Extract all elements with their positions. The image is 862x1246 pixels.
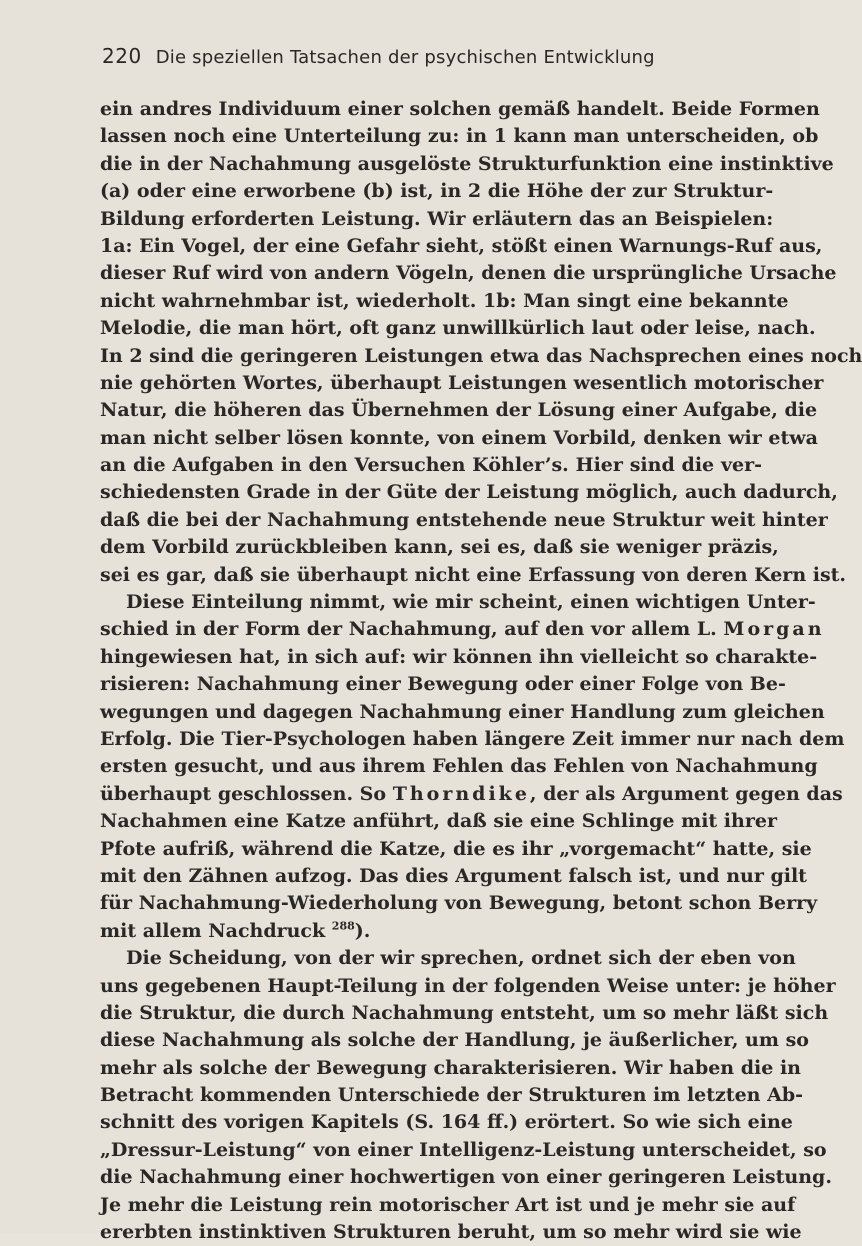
text-line: mit den Zähnen aufzog. Das dies Argument falsch ist, und nur gilt [100, 864, 807, 887]
text-line: uns gegebenen Haupt-Teilung in der folgenden Weise unter: je höher [100, 974, 836, 997]
text-line: mehr als solche der Bewegung charakterisieren. Wir haben die in [100, 1056, 801, 1079]
text-line: daß die bei der Nachahmung entstehende neue Struktur weit hinter [100, 508, 828, 531]
text-segment: ). [354, 919, 371, 942]
body-text [100, 96, 862, 1246]
text-line: an die Aufgaben in den Versuchen Köhler’s. Hier sind die ver- [100, 454, 762, 477]
text-line: man nicht selber lösen konnte, von einem Vorbild, denken wir etwa [100, 426, 818, 449]
text-line: Pfote aufriß, während die Katze, die es ihr „vorgemacht“ hatte, sie [100, 837, 812, 860]
text-line: Nachahmen eine Katze anführt, daß sie eine Schlinge mit ihrer [100, 810, 777, 833]
footnote-ref: 288 [331, 919, 355, 933]
text-line: die Struktur, die durch Nachahmung entsteht, um so mehr läßt sich [100, 1001, 829, 1024]
text-line: die Nachahmung einer hochwertigen von einer geringeren Leistung. [100, 1166, 832, 1189]
text-segment: schied in der Form der Nachahmung, auf den vor allem L. [100, 618, 724, 641]
text-line: „Dressur-Leistung“ von einer Intelligenz-Leistung unterscheidet, so [100, 1138, 827, 1161]
text-line: Natur, die höheren das Übernehmen der Lösung einer Aufgabe, die [100, 399, 818, 422]
text-line: ererbten instinktiven Strukturen beruht, um so mehr wird sie wie [100, 1221, 802, 1244]
text-line: Melodie, die man hört, oft ganz unwillkürlich laut oder leise, nach. [100, 317, 816, 340]
running-head: Die speziellen Tatsachen der psychischen Entwicklung [155, 47, 655, 68]
text-line: dieser Ruf wird von andern Vögeln, denen die ursprüngliche Ursache [100, 262, 837, 285]
text-line: 1a: Ein Vogel, der eine Gefahr sieht, stößt einen Warnungs-Ruf aus, [100, 234, 823, 257]
text-line: Erfolg. Die Tier-Psychologen haben längere Zeit immer nur nach dem [100, 727, 845, 750]
text-line: nie gehörten Wortes, überhaupt Leistungen wesentlich motorischer [100, 371, 824, 394]
text-line: nicht wahrnehmbar ist, wiederholt. 1b: Man singt eine bekannte [100, 289, 789, 312]
text-line [100, 918, 762, 945]
page-number: 220 [102, 44, 142, 68]
text-line: schnitt des vorigen Kapitels (S. 164 ff.) erörtert. So wie sich eine [100, 1111, 793, 1134]
spaced-name-morgan: Morgan [723, 618, 825, 641]
text-line: für Nachahmung-Wiederholung von Bewegung, betont schon Berry [100, 892, 818, 915]
text-line: Diese Einteilung nimmt, wie mir scheint, einen wichtigen Unter- [126, 591, 816, 614]
text-line: ein andres Individuum einer solchen gemäß handelt. Beide Formen [100, 98, 820, 120]
text-line [100, 616, 825, 643]
spaced-name-thorndike: Thorndike [392, 782, 530, 805]
text-line [100, 781, 843, 808]
text-segment: mit allem Nachdruck [100, 919, 332, 942]
text-line: wegungen und dagegen Nachahmung einer Handlung zum gleichen [100, 700, 825, 723]
text-line: risieren: Nachahmung einer Bewegung oder einer Folge von Be- [100, 673, 786, 696]
text-line: ersten gesucht, und aus ihrem Fehlen das Fehlen von Nachahmung [100, 755, 818, 778]
text-line: Je mehr die Leistung rein motorischer Art ist und je mehr sie auf [100, 1193, 796, 1216]
text-line: schiedensten Grade in der Güte der Leistung möglich, auch dadurch, [100, 481, 838, 504]
page-header [102, 44, 762, 68]
text-line: Die Scheidung, von der wir sprechen, ordnet sich der eben von [126, 947, 796, 970]
text-line: lassen noch eine Unterteilung zu: in 1 kann man unterscheiden, ob [100, 125, 819, 148]
text-line: hingewiesen hat, in sich auf: wir können ihn vielleicht so charakte- [100, 645, 818, 668]
text-segment: , der als Argument gegen das [529, 782, 843, 805]
text-line: sei es gar, daß sie überhaupt nicht eine Erfassung von deren Kern ist. [100, 563, 847, 586]
text-line: Betracht kommenden Unterschiede der Strukturen im letzten Ab- [100, 1084, 804, 1107]
text-line: In 2 sind die geringeren Leistungen etwa das Nachsprechen eines noch [100, 344, 862, 367]
text-segment: überhaupt geschlossen. So [100, 782, 393, 805]
text-line: diese Nachahmung als solche der Handlung, je äußerlicher, um so [100, 1029, 809, 1052]
text-line: die in der Nachahmung ausgelöste Strukturfunktion eine instinktive [100, 152, 834, 175]
text-line: (a) oder eine erworbene (b) ist, in 2 die Höhe der zur Struktur- [100, 180, 774, 203]
text-line: Bildung erforderten Leistung. Wir erläutern das an Beispielen: [100, 207, 774, 230]
text-line: dem Vorbild zurückbleiben kann, sei es, daß sie weniger präzis, [100, 536, 779, 559]
